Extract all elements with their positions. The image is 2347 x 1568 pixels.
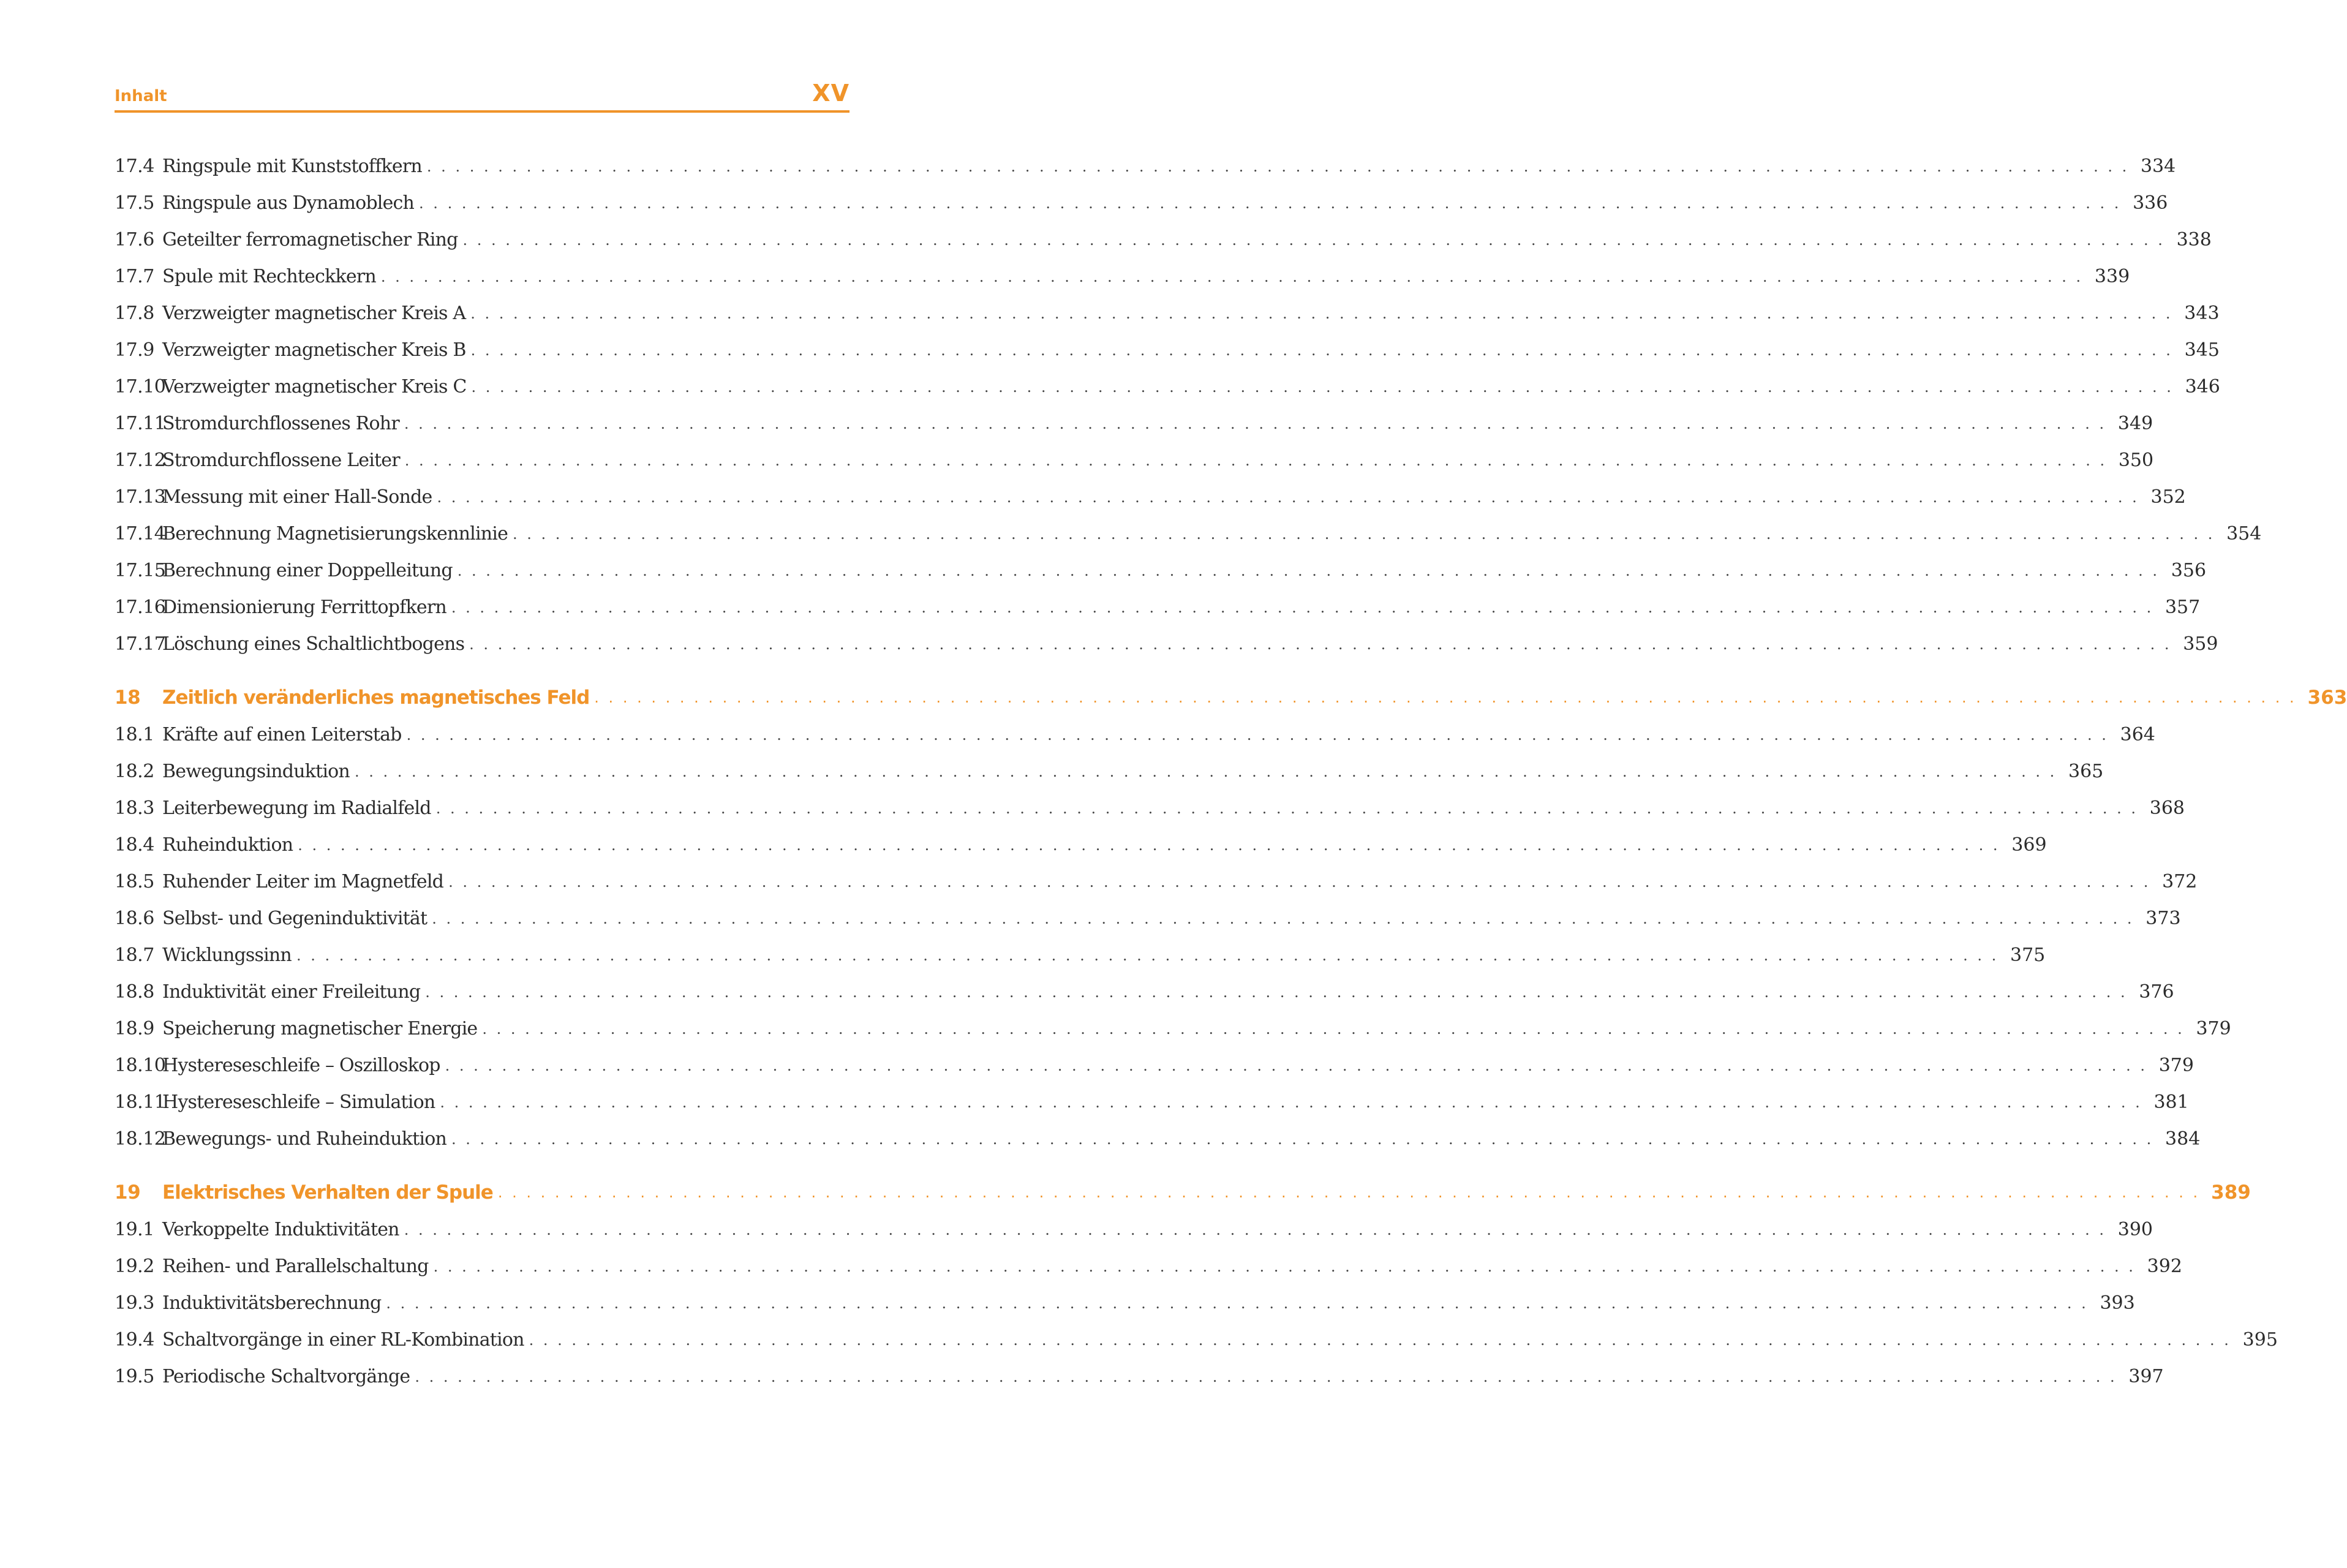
toc-dot-leader: . . . . . . . . . . . . . . . . . . . . . . . . . . . . . . . . . . . . . . . . . . . . . . . . . . . . . . . . . . . . . . . . . . . . . . . . . . . . . . . . . . . . . . . . . . . . . . . . . . . . . . . . . . . . . . . . . . . . . . . .	[451, 1131, 2154, 1148]
toc-dot-leader: . . . . . . . . . . . . . . . . . . . . . . . . . . . . . . . . . . . . . . . . . . . . . . . . . . . . . . . . . . . . . . . . . . . . . . . . . . . . . . . . . . . . . . . . . . . . . . . . . . . . . . . . . . . . . . . . . . . . . . . .	[594, 689, 2297, 706]
toc-entry-title: Induktivität einer Freileitung	[162, 981, 421, 1003]
toc-entry-number: 17.12	[115, 450, 166, 471]
toc-entry-number: 19.3	[115, 1292, 154, 1314]
toc-entry-number: 18.4	[115, 834, 154, 856]
toc-section-entry[interactable]	[115, 1248, 2182, 1285]
toc-entry-title: Elektrisches Verhalten der Spule	[162, 1181, 493, 1204]
toc-entry-page: 349	[2117, 413, 2153, 434]
toc-dot-leader: . . . . . . . . . . . . . . . . . . . . . . . . . . . . . . . . . . . . . . . . . . . . . . . . . . . . . . . . . . . . . . . . . . . . . . . . . . . . . . . . . . . . . . . . . . . . . . . . . . . . . . . . . . . . . . . . . . . . . . . .	[404, 452, 2108, 469]
toc-dot-leader: . . . . . . . . . . . . . . . . . . . . . . . . . . . . . . . . . . . . . . . . . . . . . . . . . . . . . . . . . . . . . . . . . . . . . . . . . . . . . . . . . . . . . . . . . . . . . . . . . . . . . . . . . . . . . . . . . . . . . . . .	[354, 763, 2057, 780]
toc-section-entry[interactable]	[115, 1322, 2278, 1359]
toc-section-entry[interactable]	[115, 753, 2104, 790]
toc-entry-title: Wicklungssinn	[162, 944, 292, 966]
toc-dot-leader: . . . . . . . . . . . . . . . . . . . . . . . . . . . . . . . . . . . . . . . . . . . . . . . . . . . . . . . . . . . . . . . . . . . . . . . . . . . . . . . . . . . . . . . . . . . . . . . . . . . . . . . . . . . . . . . . . . . . . . . .	[432, 910, 2134, 927]
toc-section-entry[interactable]	[115, 442, 2154, 479]
toc-dot-leader: . . . . . . . . . . . . . . . . . . . . . . . . . . . . . . . . . . . . . . . . . . . . . . . . . . . . . . . . . . . . . . . . . . . . . . . . . . . . . . . . . . . . . . . . . . . . . . . . . . . . . . . . . . . . . . . . . . . . . . . .	[404, 415, 2107, 432]
toc-entry-title: Geteilter ferromagnetischer Ring	[162, 229, 458, 251]
toc-entry-number: 17.5	[115, 192, 154, 214]
toc-dot-leader: . . . . . . . . . . . . . . . . . . . . . . . . . . . . . . . . . . . . . . . . . . . . . . . . . . . . . . . . . . . . . . . . . . . . . . . . . . . . . . . . . . . . . . . . . . . . . . . . . . . . . . . . . . . . . . . . . . . . . . . .	[425, 984, 2128, 1001]
toc-section-entry[interactable]	[115, 1359, 2164, 1395]
toc-entry-title: Verzweigter magnetischer Kreis B	[162, 339, 466, 361]
toc-entry-page: 359	[2183, 633, 2218, 655]
toc-entry-title: Speicherung magnetischer Energie	[162, 1018, 478, 1039]
toc-entry-number: 18.2	[115, 761, 154, 782]
toc-entry-title: Bewegungsinduktion	[162, 761, 350, 782]
toc-entry-page: 352	[2150, 486, 2186, 508]
toc-entry-page: 379	[2158, 1055, 2194, 1076]
table-of-contents	[115, 148, 2347, 1395]
toc-dot-leader: . . . . . . . . . . . . . . . . . . . . . . . . . . . . . . . . . . . . . . . . . . . . . . . . . . . . . . . . . . . . . . . . . . . . . . . . . . . . . . . . . . . . . . . . . . . . . . . . . . . . . . . . . . . . . . . . . . . . . . . .	[497, 1184, 2201, 1201]
toc-entry-page: 356	[2171, 560, 2207, 581]
toc-entry-page: 363	[2307, 686, 2347, 709]
toc-entry-page: 364	[2120, 724, 2155, 745]
toc-section-entry[interactable]	[115, 332, 2220, 369]
toc-entry-number: 17.4	[115, 156, 154, 177]
toc-entry-page: 372	[2162, 871, 2198, 892]
toc-entry-number: 17.6	[115, 229, 154, 251]
toc-entry-number: 18.3	[115, 797, 154, 819]
toc-section-entry[interactable]	[115, 222, 2212, 258]
toc-dot-leader: . . . . . . . . . . . . . . . . . . . . . . . . . . . . . . . . . . . . . . . . . . . . . . . . . . . . . . . . . . . . . . . . . . . . . . . . . . . . . . . . . . . . . . . . . . . . . . . . . . . . . . . . . . . . . . . . . . . . . . . .	[426, 158, 2130, 175]
toc-entry-page: 379	[2196, 1018, 2231, 1039]
toc-section-entry[interactable]	[115, 1047, 2194, 1084]
toc-section-entry[interactable]	[115, 1121, 2201, 1158]
page-number-roman: XV	[812, 80, 850, 107]
toc-entry-title: Ruhender Leiter im Magnetfeld	[162, 871, 444, 892]
toc-section-entry[interactable]	[115, 589, 2201, 626]
toc-entry-page: 339	[2094, 266, 2130, 287]
toc-dot-leader: . . . . . . . . . . . . . . . . . . . . . . . . . . . . . . . . . . . . . . . . . . . . . . . . . . . . . . . . . . . . . . . . . . . . . . . . . . . . . . . . . . . . . . . . . . . . . . . . . . . . . . . . . . . . . . . . . . . . . . . .	[440, 1094, 2142, 1111]
toc-dot-leader: . . . . . . . . . . . . . . . . . . . . . . . . . . . . . . . . . . . . . . . . . . . . . . . . . . . . . . . . . . . . . . . . . . . . . . . . . . . . . . . . . . . . . . . . . . . . . . . . . . . . . . . . . . . . . . . . . . . . . . . .	[433, 1258, 2136, 1275]
toc-entry-title: Schaltvorgänge in einer RL-Kombination	[162, 1329, 524, 1351]
toc-dot-leader: . . . . . . . . . . . . . . . . . . . . . . . . . . . . . . . . . . . . . . . . . . . . . . . . . . . . . . . . . . . . . . . . . . . . . . . . . . . . . . . . . . . . . . . . . . . . . . . . . . . . . . . . . . . . . . . . . . . . . . . .	[482, 1020, 2185, 1038]
toc-entry-number: 18.11	[115, 1091, 166, 1113]
toc-entry-title: Messung mit einer Hall-Sonde	[162, 486, 432, 508]
toc-entry-title: Verkoppelte Induktivitäten	[162, 1219, 399, 1240]
toc-section-entry[interactable]	[115, 1084, 2189, 1121]
toc-entry-page: 350	[2118, 450, 2154, 471]
toc-entry-page: 376	[2139, 981, 2174, 1003]
toc-section-entry[interactable]	[115, 790, 2185, 827]
toc-dot-leader: . . . . . . . . . . . . . . . . . . . . . . . . . . . . . . . . . . . . . . . . . . . . . . . . . . . . . . . . . . . . . . . . . . . . . . . . . . . . . . . . . . . . . . . . . . . . . . . . . . . . . . . . . . . . . . . . . . . . . . . .	[437, 489, 2139, 506]
toc-entry-page: 338	[2176, 229, 2212, 251]
toc-section-entry[interactable]	[115, 974, 2174, 1011]
toc-entry-number: 18.10	[115, 1055, 166, 1076]
toc-entry-page: 389	[2211, 1181, 2251, 1204]
toc-entry-number: 19.5	[115, 1366, 154, 1387]
toc-entry-number: 18.7	[115, 944, 154, 966]
toc-entry-number: 18.5	[115, 871, 154, 892]
toc-entry-title: Leiterbewegung im Radialfeld	[162, 797, 431, 819]
toc-entry-number: 18.12	[115, 1128, 166, 1150]
toc-entry-title: Ringspule aus Dynamoblech	[162, 192, 415, 214]
toc-section-entry[interactable]	[115, 405, 2153, 442]
toc-entry-number: 17.13	[115, 486, 166, 508]
toc-entry-page: 375	[2010, 944, 2046, 966]
toc-chapter-entry[interactable]	[115, 1174, 2251, 1212]
toc-entry-page: 395	[2242, 1329, 2278, 1351]
toc-dot-leader: . . . . . . . . . . . . . . . . . . . . . . . . . . . . . . . . . . . . . . . . . . . . . . . . . . . . . . . . . . . . . . . . . . . . . . . . . . . . . . . . . . . . . . . . . . . . . . . . . . . . . . . . . . . . . . . . . . . . . . . .	[415, 1368, 2117, 1385]
toc-chapter-entry[interactable]	[115, 679, 2347, 717]
toc-dot-leader: . . . . . . . . . . . . . . . . . . . . . . . . . . . . . . . . . . . . . . . . . . . . . . . . . . . . . . . . . . . . . . . . . . . . . . . . . . . . . . . . . . . . . . . . . . . . . . . . . . . . . . . . . . . . . . . . . . . . . . . .	[469, 636, 2172, 653]
toc-entry-number: 18.1	[115, 724, 154, 745]
toc-entry-number: 19.1	[115, 1219, 154, 1240]
toc-entry-number: 18.9	[115, 1018, 154, 1039]
toc-entry-number: 19	[115, 1181, 141, 1204]
toc-dot-leader: . . . . . . . . . . . . . . . . . . . . . . . . . . . . . . . . . . . . . . . . . . . . . . . . . . . . . . . . . . . . . . . . . . . . . . . . . . . . . . . . . . . . . . . . . . . . . . . . . . . . . . . . . . . . . . . . . . . . . . . .	[457, 562, 2160, 579]
toc-entry-page: 345	[2184, 339, 2220, 361]
toc-entry-title: Verzweigter magnetischer Kreis C	[162, 376, 467, 398]
toc-entry-number: 19.2	[115, 1256, 154, 1277]
toc-entry-page: 343	[2184, 303, 2220, 324]
toc-entry-number: 17.14	[115, 523, 166, 545]
toc-entry-number: 17.7	[115, 266, 154, 287]
toc-entry-number: 17.16	[115, 597, 166, 618]
toc-section-entry[interactable]	[115, 148, 2176, 185]
toc-dot-leader: . . . . . . . . . . . . . . . . . . . . . . . . . . . . . . . . . . . . . . . . . . . . . . . . . . . . . . . . . . . . . . . . . . . . . . . . . . . . . . . . . . . . . . . . . . . . . . . . . . . . . . . . . . . . . . . . . . . . . . . .	[406, 726, 2109, 744]
toc-entry-title: Stromdurchflossene Leiter	[162, 450, 400, 471]
toc-entry-page: 390	[2117, 1219, 2153, 1240]
toc-section-entry[interactable]	[115, 516, 2262, 552]
toc-entry-page: 354	[2226, 523, 2262, 545]
toc-entry-title: Hystereseschleife – Simulation	[162, 1091, 435, 1113]
toc-entry-number: 19.4	[115, 1329, 154, 1351]
toc-entry-number: 17.17	[115, 633, 166, 655]
toc-section-entry[interactable]	[115, 1212, 2153, 1248]
toc-entry-title: Löschung eines Schaltlichtbogens	[162, 633, 465, 655]
toc-entry-page: 392	[2147, 1256, 2182, 1277]
toc-section-entry[interactable]	[115, 295, 2220, 332]
toc-dot-leader: . . . . . . . . . . . . . . . . . . . . . . . . . . . . . . . . . . . . . . . . . . . . . . . . . . . . . . . . . . . . . . . . . . . . . . . . . . . . . . . . . . . . . . . . . . . . . . . . . . . . . . . . . . . . . . . . . . . . . . . .	[529, 1332, 2231, 1349]
running-header	[115, 78, 850, 113]
toc-dot-leader: . . . . . . . . . . . . . . . . . . . . . . . . . . . . . . . . . . . . . . . . . . . . . . . . . . . . . . . . . . . . . . . . . . . . . . . . . . . . . . . . . . . . . . . . . . . . . . . . . . . . . . . . . . . . . . . . . . . . . . . .	[462, 232, 2165, 249]
toc-section-entry[interactable]	[115, 258, 2130, 295]
toc-section-entry[interactable]	[115, 626, 2218, 663]
toc-section-entry[interactable]	[115, 937, 2046, 974]
toc-section-entry[interactable]	[115, 900, 2181, 937]
toc-entry-page: 346	[2185, 376, 2220, 398]
toc-entry-page: 397	[2128, 1366, 2164, 1387]
toc-section-entry[interactable]	[115, 552, 2207, 589]
toc-dot-leader: . . . . . . . . . . . . . . . . . . . . . . . . . . . . . . . . . . . . . . . . . . . . . . . . . . . . . . . . . . . . . . . . . . . . . . . . . . . . . . . . . . . . . . . . . . . . . . . . . . . . . . . . . . . . . . . . . . . . . . . .	[471, 379, 2174, 396]
toc-entry-page: 373	[2145, 908, 2181, 929]
toc-entry-title: Induktivitätsberechnung	[162, 1292, 382, 1314]
toc-entry-title: Berechnung einer Doppelleitung	[162, 560, 453, 581]
toc-entry-title: Verzweigter magnetischer Kreis A	[162, 303, 466, 324]
toc-entry-number: 17.10	[115, 376, 166, 398]
toc-dot-leader: . . . . . . . . . . . . . . . . . . . . . . . . . . . . . . . . . . . . . . . . . . . . . . . . . . . . . . . . . . . . . . . . . . . . . . . . . . . . . . . . . . . . . . . . . . . . . . . . . . . . . . . . . . . . . . . . . . . . . . . .	[298, 837, 2000, 854]
toc-entry-title: Reihen- und Parallelschaltung	[162, 1256, 429, 1277]
toc-entry-title: Dimensionierung Ferrittopfkern	[162, 597, 446, 618]
toc-entry-title: Hystereseschleife – Oszilloskop	[162, 1055, 440, 1076]
toc-section-entry[interactable]	[115, 1285, 2135, 1322]
toc-entry-page: 336	[2133, 192, 2168, 214]
toc-entry-title: Ruheinduktion	[162, 834, 293, 856]
toc-entry-page: 357	[2164, 597, 2201, 618]
toc-entry-number: 18.8	[115, 981, 154, 1003]
toc-section-entry[interactable]	[115, 864, 2198, 900]
toc-entry-number: 17.8	[115, 303, 154, 324]
running-header-title: Inhalt	[115, 87, 167, 105]
toc-dot-leader: . . . . . . . . . . . . . . . . . . . . . . . . . . . . . . . . . . . . . . . . . . . . . . . . . . . . . . . . . . . . . . . . . . . . . . . . . . . . . . . . . . . . . . . . . . . . . . . . . . . . . . . . . . . . . . . . . . . . . . . .	[296, 947, 1999, 964]
toc-entry-page: 369	[2011, 834, 2047, 856]
toc-entry-title: Zeitlich veränderliches magnetisches Feld	[162, 686, 590, 709]
toc-entry-title: Ringspule mit Kunststoffkern	[162, 156, 422, 177]
toc-dot-leader: . . . . . . . . . . . . . . . . . . . . . . . . . . . . . . . . . . . . . . . . . . . . . . . . . . . . . . . . . . . . . . . . . . . . . . . . . . . . . . . . . . . . . . . . . . . . . . . . . . . . . . . . . . . . . . . . . . . . . . . .	[419, 195, 2122, 212]
toc-dot-leader: . . . . . . . . . . . . . . . . . . . . . . . . . . . . . . . . . . . . . . . . . . . . . . . . . . . . . . . . . . . . . . . . . . . . . . . . . . . . . . . . . . . . . . . . . . . . . . . . . . . . . . . . . . . . . . . . . . . . . . . .	[513, 526, 2215, 543]
toc-entry-number: 18	[115, 686, 141, 709]
toc-entry-number: 17.9	[115, 339, 154, 361]
toc-section-entry[interactable]	[115, 1011, 2231, 1047]
toc-dot-leader: . . . . . . . . . . . . . . . . . . . . . . . . . . . . . . . . . . . . . . . . . . . . . . . . . . . . . . . . . . . . . . . . . . . . . . . . . . . . . . . . . . . . . . . . . . . . . . . . . . . . . . . . . . . . . . . . . . . . . . . .	[448, 873, 2151, 891]
toc-entry-title: Selbst- und Gegeninduktivität	[162, 908, 428, 929]
toc-section-entry[interactable]	[115, 717, 2155, 753]
toc-dot-leader: . . . . . . . . . . . . . . . . . . . . . . . . . . . . . . . . . . . . . . . . . . . . . . . . . . . . . . . . . . . . . . . . . . . . . . . . . . . . . . . . . . . . . . . . . . . . . . . . . . . . . . . . . . . . . . . . . . . . . . . .	[470, 342, 2173, 359]
toc-dot-leader: . . . . . . . . . . . . . . . . . . . . . . . . . . . . . . . . . . . . . . . . . . . . . . . . . . . . . . . . . . . . . . . . . . . . . . . . . . . . . . . . . . . . . . . . . . . . . . . . . . . . . . . . . . . . . . . . . . . . . . . .	[435, 800, 2138, 817]
toc-entry-page: 368	[2149, 797, 2185, 819]
toc-entry-number: 18.6	[115, 908, 154, 929]
toc-dot-leader: . . . . . . . . . . . . . . . . . . . . . . . . . . . . . . . . . . . . . . . . . . . . . . . . . . . . . . . . . . . . . . . . . . . . . . . . . . . . . . . . . . . . . . . . . . . . . . . . . . . . . . . . . . . . . . . . . . . . . . . .	[404, 1221, 2107, 1238]
toc-entry-number: 17.15	[115, 560, 166, 581]
toc-section-entry[interactable]	[115, 827, 2047, 864]
toc-dot-leader: . . . . . . . . . . . . . . . . . . . . . . . . . . . . . . . . . . . . . . . . . . . . . . . . . . . . . . . . . . . . . . . . . . . . . . . . . . . . . . . . . . . . . . . . . . . . . . . . . . . . . . . . . . . . . . . . . . . . . . . .	[445, 1057, 2147, 1074]
toc-section-entry[interactable]	[115, 185, 2168, 222]
toc-entry-title: Spule mit Rechteckkern	[162, 266, 376, 287]
toc-dot-leader: . . . . . . . . . . . . . . . . . . . . . . . . . . . . . . . . . . . . . . . . . . . . . . . . . . . . . . . . . . . . . . . . . . . . . . . . . . . . . . . . . . . . . . . . . . . . . . . . . . . . . . . . . . . . . . . . . . . . . . . .	[451, 599, 2154, 616]
toc-entry-page: 381	[2153, 1091, 2189, 1113]
toc-entry-page: 334	[2140, 156, 2176, 177]
toc-section-entry[interactable]	[115, 369, 2220, 405]
toc-section-entry[interactable]	[115, 479, 2186, 516]
toc-entry-title: Bewegungs- und Ruheinduktion	[162, 1128, 446, 1150]
toc-entry-title: Berechnung Magnetisierungskennlinie	[162, 523, 508, 545]
toc-dot-leader: . . . . . . . . . . . . . . . . . . . . . . . . . . . . . . . . . . . . . . . . . . . . . . . . . . . . . . . . . . . . . . . . . . . . . . . . . . . . . . . . . . . . . . . . . . . . . . . . . . . . . . . . . . . . . . . . . . . . . . . .	[470, 305, 2173, 322]
toc-entry-page: 365	[2068, 761, 2104, 782]
toc-entry-number: 17.11	[115, 413, 166, 434]
toc-entry-title: Kräfte auf einen Leiterstab	[162, 724, 402, 745]
toc-entry-title: Periodische Schaltvorgänge	[162, 1366, 410, 1387]
toc-entry-page: 393	[2100, 1292, 2135, 1314]
toc-dot-leader: . . . . . . . . . . . . . . . . . . . . . . . . . . . . . . . . . . . . . . . . . . . . . . . . . . . . . . . . . . . . . . . . . . . . . . . . . . . . . . . . . . . . . . . . . . . . . . . . . . . . . . . . . . . . . . . . . . . . . . . .	[380, 268, 2084, 285]
toc-dot-leader: . . . . . . . . . . . . . . . . . . . . . . . . . . . . . . . . . . . . . . . . . . . . . . . . . . . . . . . . . . . . . . . . . . . . . . . . . . . . . . . . . . . . . . . . . . . . . . . . . . . . . . . . . . . . . . . . . . . . . . . .	[386, 1295, 2089, 1312]
toc-entry-title: Stromdurchflossenes Rohr	[162, 413, 399, 434]
toc-entry-page: 384	[2165, 1128, 2201, 1150]
